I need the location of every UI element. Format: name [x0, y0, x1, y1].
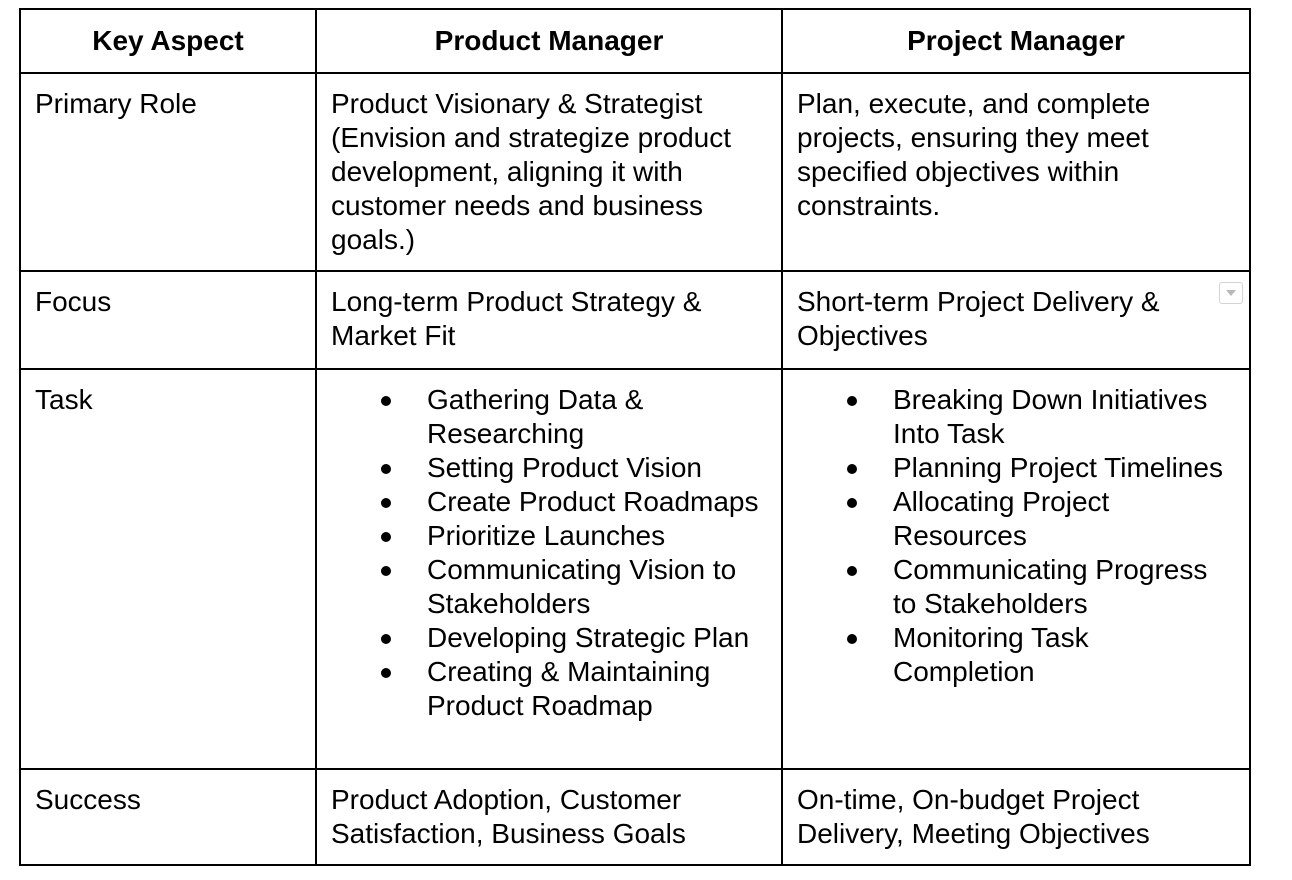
list-item: Setting Product Vision	[427, 451, 767, 485]
list-item: Creating & Maintaining Product Roadmap	[427, 655, 767, 723]
cell-primary-role-product[interactable]: Product Visionary & Strategist (Envision and strategize product development, aligning it with customer needs and business goals.)	[316, 73, 782, 271]
cell-success-product[interactable]: Product Adoption, Customer Satisfaction, Business Goals	[316, 769, 782, 865]
header-row	[20, 9, 1250, 73]
cell-focus-project-text: Short-term Project Delivery & Objectives	[797, 286, 1160, 351]
header-product-manager[interactable]: Product Manager	[316, 9, 782, 73]
list-item: Gathering Data & Researching	[427, 383, 767, 451]
cell-primary-role-project[interactable]: Plan, execute, and complete projects, ensuring they meet specified objectives within constraints.	[782, 73, 1250, 271]
cell-task-project[interactable]	[782, 369, 1250, 769]
chevron-down-icon	[1226, 290, 1236, 296]
list-item: Communicating Vision to Stakeholders	[427, 553, 767, 621]
cell-primary-role-aspect[interactable]: Primary Role	[20, 73, 316, 271]
cell-success-project[interactable]: On-time, On-budget Project Delivery, Meeting Objectives	[782, 769, 1250, 865]
cell-success-aspect[interactable]: Success	[20, 769, 316, 865]
cell-focus-product[interactable]: Long-term Product Strategy & Market Fit	[316, 271, 782, 369]
cell-menu-button[interactable]	[1219, 282, 1243, 304]
task-product-list	[331, 383, 767, 723]
table-row-task	[20, 369, 1250, 769]
task-project-list	[797, 383, 1235, 689]
list-item: Monitoring Task Completion	[893, 621, 1235, 689]
list-item: Developing Strategic Plan	[427, 621, 767, 655]
table-row-success	[20, 769, 1250, 865]
cell-focus-aspect[interactable]: Focus	[20, 271, 316, 369]
list-item: Breaking Down Initiatives Into Task	[893, 383, 1235, 451]
table-row-focus	[20, 271, 1250, 369]
list-item: Allocating Project Resources	[893, 485, 1235, 553]
list-item: Communicating Progress to Stakeholders	[893, 553, 1235, 621]
list-item: Prioritize Launches	[427, 519, 767, 553]
list-item: Planning Project Timelines	[893, 451, 1235, 485]
header-project-manager[interactable]: Project Manager	[782, 9, 1250, 73]
cell-focus-project[interactable]	[782, 271, 1250, 369]
header-key-aspect[interactable]: Key Aspect	[20, 9, 316, 73]
comparison-table	[19, 8, 1251, 866]
list-item: Create Product Roadmaps	[427, 485, 767, 519]
table-row-primary-role	[20, 73, 1250, 271]
cell-task-aspect[interactable]: Task	[20, 369, 316, 769]
cell-task-product[interactable]	[316, 369, 782, 769]
